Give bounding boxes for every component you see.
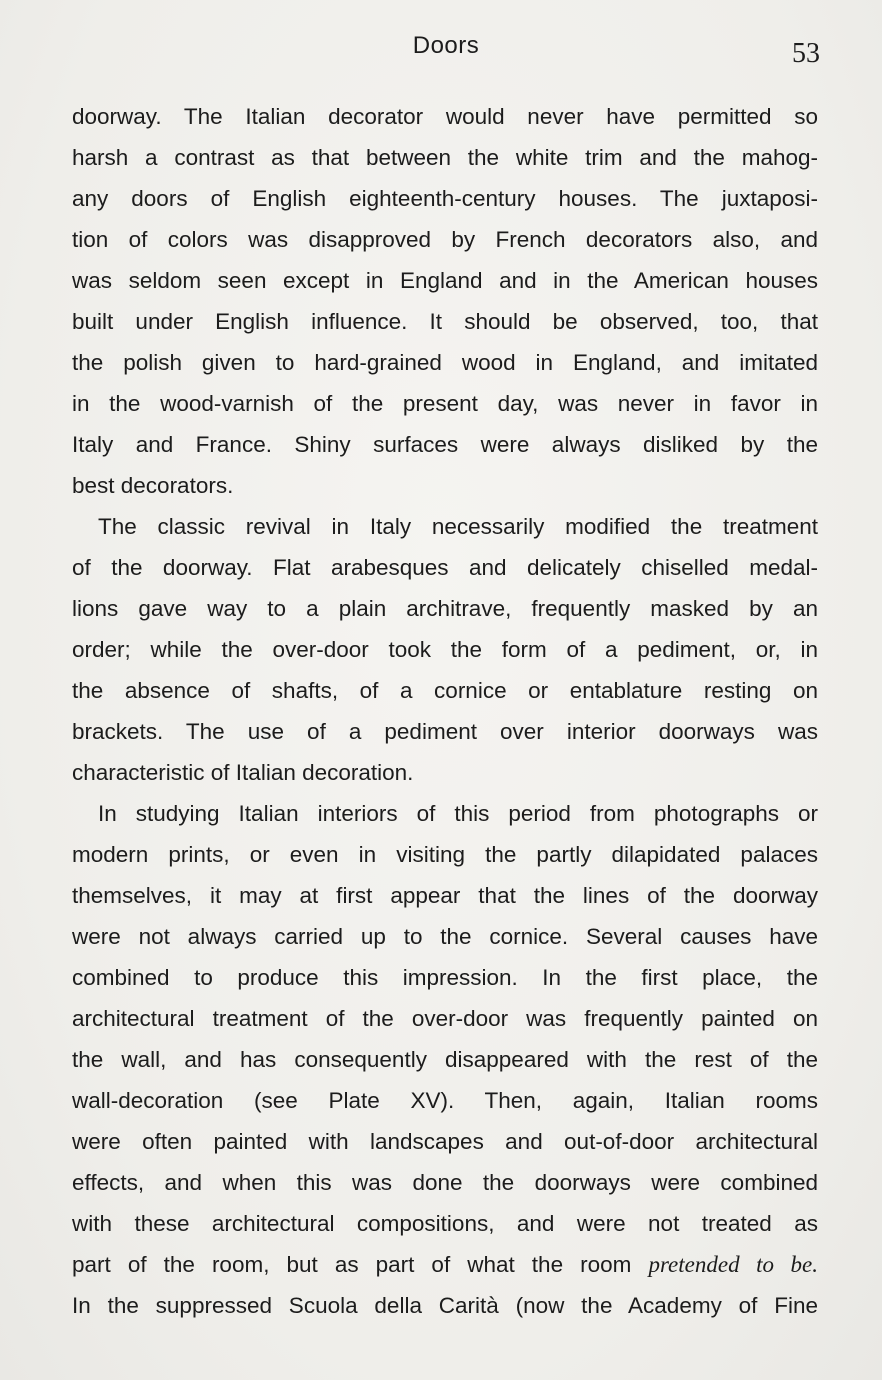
text-line: architectural treatment of the over-door was frequently painted on <box>72 1006 818 1031</box>
text-line: built under English influence. It should be observed, too, that <box>72 309 818 334</box>
chapter-title: Doors <box>412 32 480 59</box>
running-head <box>72 30 820 74</box>
text-line: harsh a contrast as that between the white trim and the mahog- <box>72 145 818 170</box>
text-line: lions gave way to a plain architrave, frequently masked by an <box>72 596 818 621</box>
text-line: in the wood-varnish of the present day, was never in favor in <box>72 391 818 416</box>
text-line-with-italic <box>72 1244 818 1285</box>
text-line: modern prints, or even in visiting the partly dilapidated palaces <box>72 842 818 867</box>
text-line: characteristic of Italian decoration. <box>72 760 414 785</box>
text-line: the wall, and has consequently disappeared with the rest of the <box>72 1047 818 1072</box>
text-line: the polish given to hard-grained wood in England, and imitated <box>72 350 818 375</box>
text-line: The classic revival in Italy necessarily modified the treatment <box>98 514 818 539</box>
text-line: the absence of shafts, of a cornice or entablature resting on <box>72 678 818 703</box>
text-line: with these architectural compositions, and were not treated as <box>72 1211 818 1236</box>
text-line: best decorators. <box>72 473 234 498</box>
italic-phrase: pretended to be. <box>648 1252 818 1277</box>
text-line: was seldom seen except in England and in the American houses <box>72 268 818 293</box>
text-line: of the doorway. Flat arabesques and delicately chiselled medal- <box>72 555 818 580</box>
page-number: 53 <box>792 38 820 69</box>
text-line: effects, and when this was done the doorways were combined <box>72 1170 818 1195</box>
text-line: were often painted with landscapes and out-of-door architectural <box>72 1129 818 1154</box>
text-line: In studying Italian interiors of this period from photographs or <box>98 801 818 826</box>
text-line: In the suppressed Scuola della Carità (now the Academy of Fine <box>72 1293 818 1318</box>
text-line: order; while the over-door took the form of a pediment, or, in <box>72 637 818 662</box>
text-segment: part of the room, but as part of what the room <box>72 1252 632 1277</box>
body-text <box>72 96 818 1326</box>
text-line: any doors of English eighteenth-century houses. The juxtaposi- <box>72 186 818 211</box>
text-line: themselves, it may at first appear that the lines of the doorway <box>72 883 818 908</box>
text-line: were not always carried up to the cornice. Several causes have <box>72 924 818 949</box>
text-line: wall-decoration (see Plate XV). Then, again, Italian rooms <box>72 1088 818 1113</box>
text-line: tion of colors was disapproved by French decorators also, and <box>72 227 818 252</box>
text-line: doorway. The Italian decorator would never have permitted so <box>72 104 818 129</box>
text-line: Italy and France. Shiny surfaces were always disliked by the <box>72 432 818 457</box>
text-line: brackets. The use of a pediment over interior doorways was <box>72 719 818 744</box>
text-line: combined to produce this impression. In the first place, the <box>72 965 818 990</box>
